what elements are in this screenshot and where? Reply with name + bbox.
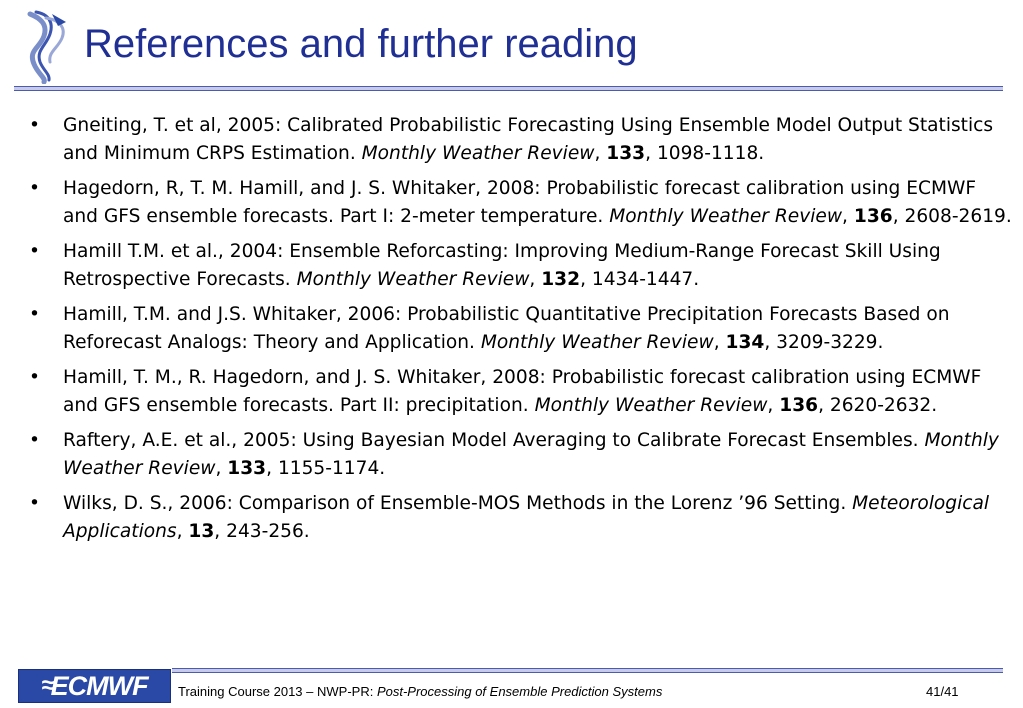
bullet: •	[29, 493, 40, 514]
reference-item	[29, 427, 1014, 483]
journal-name: Monthly Weather Review	[361, 143, 595, 164]
volume-number: 134	[725, 332, 765, 353]
bullet: •	[29, 241, 40, 262]
page-range: , 243-256.	[214, 521, 310, 542]
page-range: , 2620-2632.	[818, 395, 938, 416]
journal-name: Meteorological Applications	[63, 493, 990, 542]
volume-number: 136	[779, 395, 819, 416]
reference-item	[29, 112, 1014, 168]
page-range: , 1098-1118.	[645, 143, 765, 164]
bullet: •	[29, 430, 40, 451]
reference-list	[29, 112, 1014, 553]
volume-number: 132	[541, 269, 581, 290]
volume-number: 133	[227, 458, 267, 479]
journal-name: Monthly Weather Review	[609, 206, 843, 227]
page-range: , 2608-2619.	[892, 206, 1012, 227]
reference-item	[29, 364, 1014, 420]
separator: ,	[767, 395, 780, 416]
reference-item	[29, 238, 1014, 294]
reference-item	[29, 301, 1014, 357]
reference-text: Gneiting, T. et al, 2005: Calibrated Probabilistic Forecasting Using Ensemble Model Output Statistics and Minimum CRPS Estimation.	[63, 115, 994, 164]
reference-item	[29, 175, 1014, 231]
page-number: 41/41	[926, 684, 959, 699]
reference-text: Raftery, A.E. et al., 2005: Using Bayesian Model Averaging to Calibrate Forecast Ensembles.	[63, 430, 925, 451]
bullet: •	[29, 304, 40, 325]
reference-text: Hagedorn, R, T. M. Hamill, and J. S. Whitaker, 2008: Probabilistic forecast calibration using ECMWF and GFS ensemble forecasts. Part I: 2-meter temperature.	[63, 178, 977, 227]
waves-icon: ≈	[41, 672, 49, 699]
volume-number: 136	[853, 206, 893, 227]
separator: ,	[842, 206, 854, 227]
course-title: Post-Processing of Ensemble Prediction Systems	[376, 684, 663, 699]
volume-number: 133	[606, 143, 646, 164]
logo-text: ECMWF	[50, 670, 148, 701]
reference-text: Hamill, T.M. and J.S. Whitaker, 2006: Probabilistic Quantitative Precipitation Forecasts Based on Reforecast Analogs: Theory and Application.	[63, 304, 950, 353]
slide-title: References and further reading	[84, 22, 638, 66]
journal-name: Monthly Weather Review	[534, 395, 768, 416]
ecmwf-logo	[18, 669, 171, 703]
reference-text: Hamill T.M. et al., 2004: Ensemble Reforcasting: Improving Medium-Range Forecast Skill Using Retrospective Forecasts.	[63, 241, 941, 290]
bullet: •	[29, 367, 40, 388]
title-divider	[14, 86, 1003, 91]
footer-course	[178, 684, 968, 699]
reference-item	[29, 490, 1014, 546]
footer-divider	[172, 668, 1003, 673]
page-range: , 1434-1447.	[580, 269, 700, 290]
journal-name: Monthly Weather Review	[63, 430, 999, 479]
separator: ,	[529, 269, 542, 290]
reference-text: Hamill, T. M., R. Hagedorn, and J. S. Whitaker, 2008: Probabilistic forecast calibration using ECMWF and GFS ensemble forecasts. Part II: precipitation.	[63, 367, 982, 416]
reference-text: Wilks, D. S., 2006: Comparison of Ensemble-MOS Methods in the Lorenz ’96 Setting.	[63, 493, 853, 514]
separator: ,	[176, 521, 189, 542]
volume-number: 13	[188, 521, 215, 542]
course-prefix: Training Course 2013 – NWP-PR:	[178, 684, 377, 699]
separator: ,	[594, 143, 607, 164]
journal-name: Monthly Weather Review	[296, 269, 530, 290]
separator: ,	[713, 332, 726, 353]
page-range: , 1155-1174.	[266, 458, 386, 479]
bullet: •	[29, 115, 40, 136]
bullet: •	[29, 178, 40, 199]
journal-name: Monthly Weather Review	[480, 332, 714, 353]
page-range: , 3209-3229.	[764, 332, 884, 353]
separator: ,	[215, 458, 228, 479]
ecmwf-swirl-logo-icon	[22, 8, 72, 84]
